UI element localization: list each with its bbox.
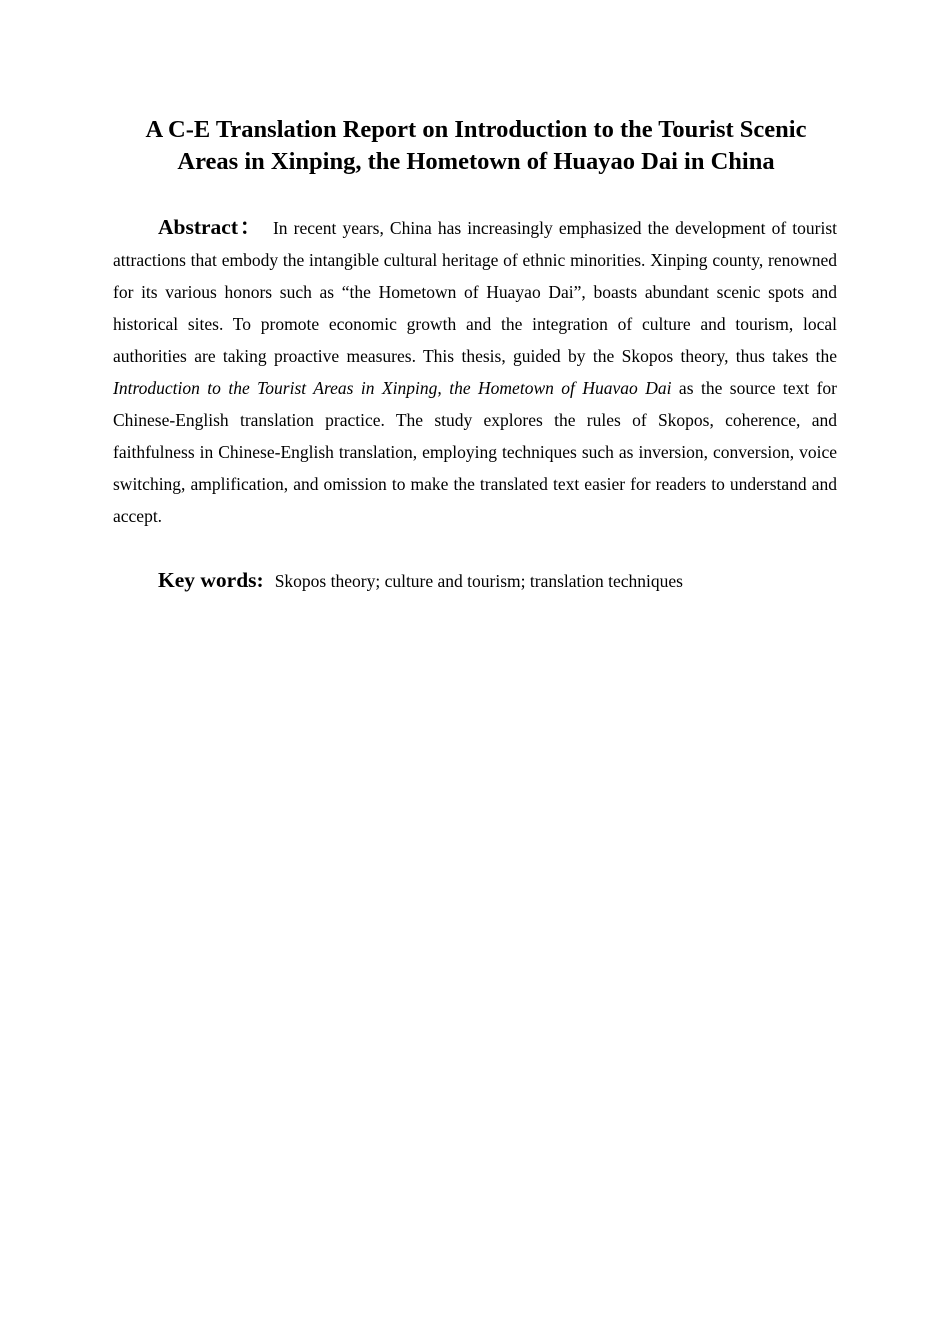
title-line-1: A C-E Translation Report on Introduction to the Tourist Scenic bbox=[145, 116, 807, 143]
title-line-2: Areas in Xinping, the Hometown of Huayao Dai in China bbox=[177, 148, 775, 175]
keywords-label: Key words: bbox=[158, 568, 264, 592]
abstract-source-title: Introduction to the Tourist Areas in Xinping, the Hometown of Huavao Dai bbox=[113, 378, 672, 398]
abstract-label: Abstract： bbox=[158, 215, 263, 239]
abstract-text-end: as the source text for Chinese-English translation practice. The study explores the rules of Skopos, coherence, and faithfulness in Chinese-English translation, employing techniques such as inversion, conversion, voice switching, amplification, and omission to make the translated text easier for readers to understand and accept. bbox=[113, 378, 838, 526]
document-title bbox=[113, 114, 839, 178]
keywords-line bbox=[158, 564, 838, 597]
abstract-paragraph bbox=[113, 211, 837, 532]
keywords-text: Skopos theory; culture and tourism; translation techniques bbox=[274, 571, 683, 591]
abstract-text-start: In recent years, China has increasingly emphasized the development of tourist attractions that embody the intangible cultural heritage of ethnic minorities. Xinping county, renowned for its various honors such as “the Hometown of Huayao Dai”, boasts abundant scenic spots and historical sites. To promote economic growth and the integration of culture and tourism, local authorities are taking proactive measures. This thesis, guided by the Skopos theory, thus takes the bbox=[113, 218, 837, 366]
